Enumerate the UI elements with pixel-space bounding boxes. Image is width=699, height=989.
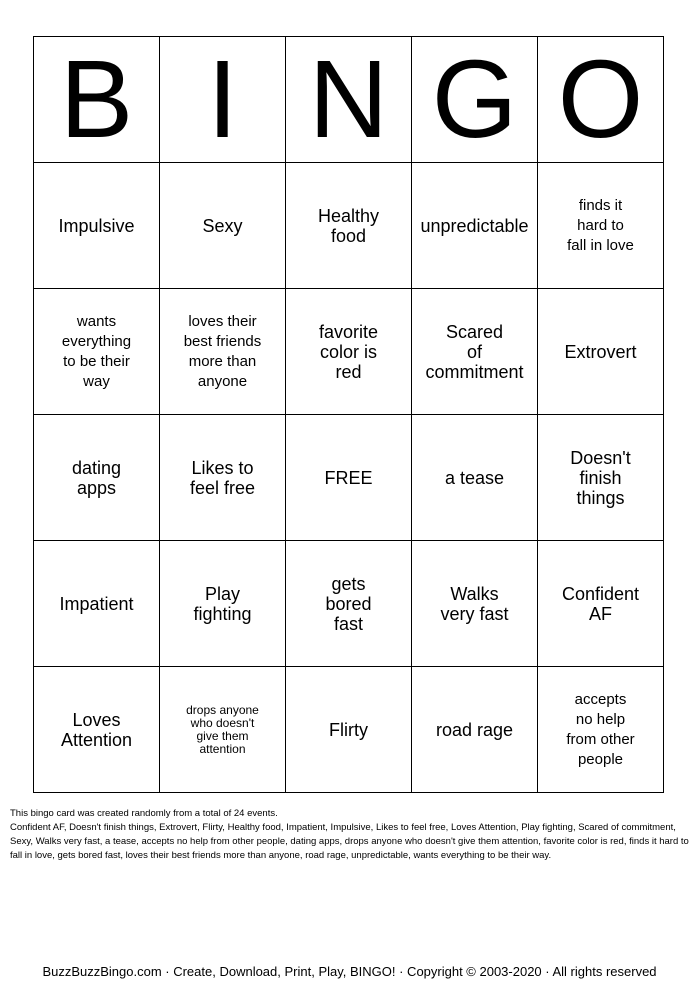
bingo-cell-text: a tease	[444, 467, 505, 488]
footer-copyright: BuzzBuzzBingo.com · Create, Download, Print, Play, BINGO! · Copyright © 2003-2020 · All rights reserved	[42, 964, 657, 979]
bingo-cell	[34, 163, 160, 289]
bingo-cell-text: Healthy food	[317, 205, 380, 246]
bingo-cell-text: Likes to feel free	[189, 457, 256, 498]
info-summary: This bingo card was created randomly from a total of 24 events.	[10, 808, 278, 819]
bingo-cell	[412, 541, 538, 667]
bingo-cell-text: Loves Attention	[60, 709, 133, 750]
card-info	[10, 807, 690, 863]
bingo-cell-text: Extrovert	[564, 341, 637, 362]
bingo-cell	[34, 541, 160, 667]
bingo-row	[34, 541, 664, 667]
bingo-cell	[286, 289, 412, 415]
bingo-cell-text: Scared of commitment	[425, 321, 524, 382]
bingo-cell	[412, 289, 538, 415]
bingo-cell	[286, 415, 412, 541]
bingo-cell	[160, 415, 286, 541]
bingo-cell-text: loves their best friends more than anyone	[183, 312, 262, 390]
bingo-cell	[160, 289, 286, 415]
bingo-cell	[538, 289, 664, 415]
bingo-cell-text: Confident AF	[561, 583, 640, 624]
bingo-row	[34, 163, 664, 289]
bingo-cell-text: wants everything to be their way	[61, 312, 132, 390]
bingo-cell-text: Play fighting	[193, 583, 252, 624]
bingo-header-row	[34, 37, 664, 163]
bingo-cell-text: favorite color is red	[318, 321, 379, 382]
bingo-cell-text: FREE	[324, 467, 373, 488]
bingo-cell-text: Flirty	[329, 719, 368, 740]
bingo-cell-text: unpredictable	[420, 215, 529, 236]
bingo-cell-text: Sexy	[202, 215, 243, 236]
header-letter-o: O	[538, 37, 664, 163]
bingo-cell	[286, 541, 412, 667]
bingo-cell-text: Walks very fast	[440, 583, 509, 624]
bingo-cell	[538, 415, 664, 541]
bingo-grid	[34, 163, 664, 793]
bingo-cell	[160, 541, 286, 667]
header-letter-i: I	[160, 37, 286, 163]
bingo-cell-text: gets bored fast	[325, 573, 372, 634]
bingo-cell-text: road rage	[435, 719, 514, 740]
bingo-cell-text: drops anyone who doesn't give them attention	[186, 702, 259, 756]
header-letter-b: B	[34, 37, 160, 163]
header-letter-g: G	[412, 37, 538, 163]
bingo-cell-text: Doesn't finish things	[570, 447, 631, 508]
bingo-cell	[286, 163, 412, 289]
bingo-cell	[412, 415, 538, 541]
bingo-row	[34, 415, 664, 541]
bingo-cell	[538, 541, 664, 667]
bingo-cell	[34, 289, 160, 415]
bingo-cell	[34, 667, 160, 793]
bingo-row	[34, 667, 664, 793]
bingo-cell	[160, 163, 286, 289]
bingo-cell-text: dating apps	[71, 457, 122, 498]
bingo-cell	[286, 667, 412, 793]
header-letter-n: N	[286, 37, 412, 163]
bingo-row	[34, 289, 664, 415]
bingo-card	[33, 36, 664, 793]
info-event-list: Confident AF, Doesn't finish things, Extrovert, Flirty, Healthy food, Impatient, Impulsive, Likes to feel free, Loves Attention, Play fighting, Scared of commitment, Sexy, Walks very fast, a tease, accepts no help from other people, dating apps, drops anyone who doesn't give them attention, favorite color is red, finds it hard to fall in love, gets bored fast, loves their best friends more than anyone, road rage, unpredictable, wants everything to be their way.	[10, 822, 689, 861]
bingo-cell-text: Impulsive	[58, 215, 135, 236]
bingo-cell	[34, 415, 160, 541]
bingo-cell-text: Impatient	[59, 593, 134, 614]
bingo-cell	[538, 667, 664, 793]
bingo-cell	[538, 163, 664, 289]
bingo-cell-text: accepts no help from other people	[566, 690, 635, 768]
bingo-cell	[160, 667, 286, 793]
bingo-cell	[412, 163, 538, 289]
bingo-cell-text: finds it hard to fall in love	[567, 196, 634, 254]
bingo-cell	[412, 667, 538, 793]
